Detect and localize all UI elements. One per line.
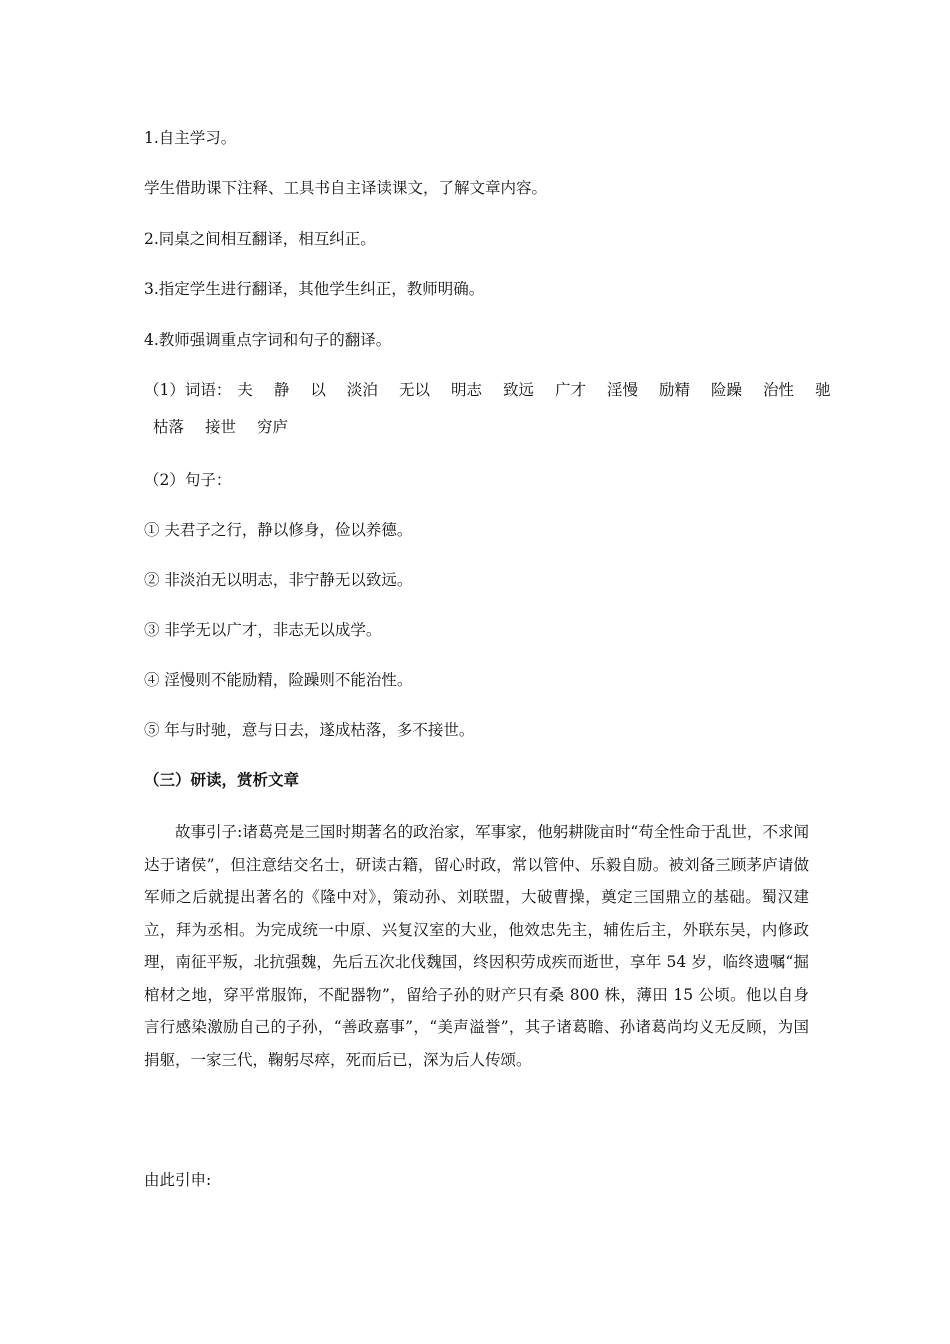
sentences-label: （2）句子：	[144, 471, 232, 489]
step-1-detail: 学生借助课下注释、工具书自主译读课文，了解文章内容。	[144, 179, 548, 197]
sentence-item: ④ 淫慢则不能励精，险躁则不能治性。	[144, 671, 413, 689]
followup-text: 由此引申:	[144, 1171, 212, 1189]
step-3: 3.指定学生进行翻译，其他学生纠正，教师明确。	[144, 280, 485, 298]
vocab-word: 穷庐	[257, 418, 289, 436]
vocab-row-2	[153, 416, 823, 438]
vocab-word: 明志	[450, 381, 482, 399]
sentence-item: ⑤ 年与时驰，意与日去，遂成枯落，多不接世。	[144, 721, 475, 739]
vocab-word: 治性	[763, 381, 795, 399]
sentence-item: ① 夫君子之行，静以修身，俭以养德。	[144, 521, 413, 539]
vocab-word: 淡泊	[346, 381, 378, 399]
vocab-word: 淫慢	[607, 381, 639, 399]
step-1: 1.自主学习。	[144, 129, 237, 147]
sentence-item: ② 非淡泊无以明志，非宁静无以致远。	[144, 571, 413, 589]
vocab-label: （1）词语：	[144, 381, 232, 399]
story-paragraph: 故事引子:诸葛亮是三国时期著名的政治家，军事家，他躬耕陇亩时“苟全性命于乱世，不求闻达于诸侯”，但注意结交名士，研读古籍，留心时政，常以管仲、乐毅自励。被刘备三顾茅庐请做军师之后就提出著名的《隆中对》，策动孙、刘联盟，大破曹操，奠定三国鼎立的基础。蜀汉建立，拜为丞相。为完成统一中原、兴复汉室的大业，他效忠先主，辅佐后主，外联东吴，内修政理，南征平叛，北抗强魏，先后五次北伐魏国，终因积劳成疾而逝世，享年 54 岁，临终遗嘱“掘棺材之地，穿平常服饰，不配器物”，留给子孙的财产只有桑 800 株，薄田 15 公顷。他以自身言行感染激励自己的子孙，“善政嘉事”，“美声溢誉”，其子诸葛瞻、孙诸葛尚均义无反顾，为国捐躯，一家三代，鞠躬尽瘁，死而后已，深为后人传颂。	[144, 823, 809, 1069]
vocab-word: 接世	[205, 418, 237, 436]
vocab-word: 静	[273, 381, 290, 399]
vocab-word: 夫	[237, 381, 253, 399]
vocab-word: 致远	[502, 381, 534, 399]
vocab-word: 驰	[815, 381, 831, 399]
vocab-word: 广才	[554, 381, 586, 399]
sentence-item: ③ 非学无以广才，非志无以成学。	[144, 621, 382, 639]
section-heading: （三）研读，赏析文章	[144, 770, 300, 789]
step-2: 2.同桌之间相互翻译，相互纠正。	[144, 230, 376, 248]
vocab-word: 险躁	[711, 381, 743, 399]
vocab-word: 以	[310, 381, 326, 399]
vocab-row-1	[144, 379, 831, 401]
step-4: 4.教师强调重点字词和句子的翻译。	[144, 331, 392, 349]
vocab-word: 励精	[659, 381, 691, 399]
vocab-word: 无以	[398, 381, 430, 399]
vocab-word: 枯落	[153, 418, 185, 436]
